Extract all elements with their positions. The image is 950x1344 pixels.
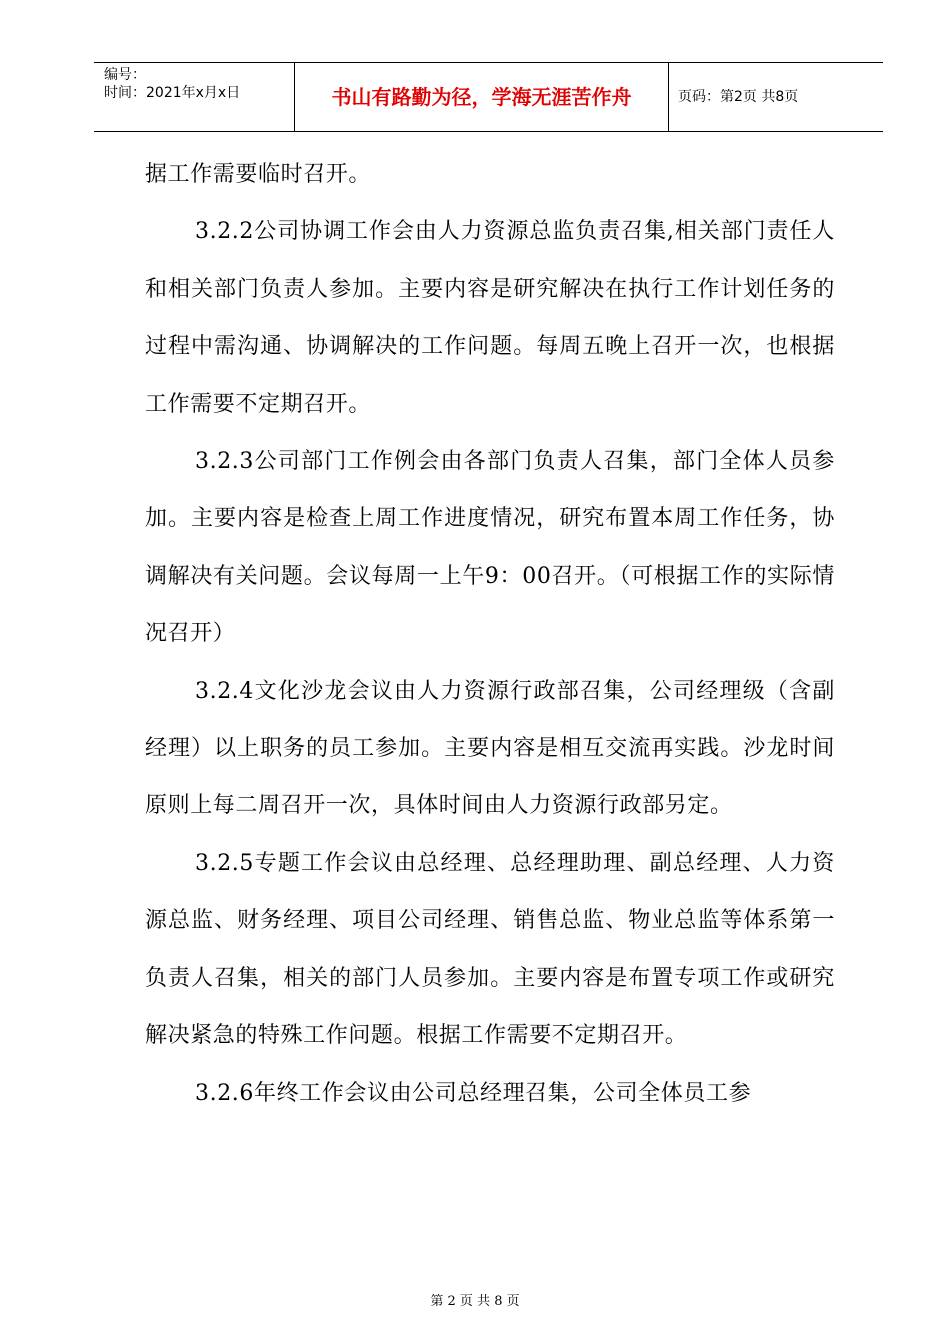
header-page-cell: [668, 63, 883, 131]
header-info-cell: [94, 63, 294, 131]
paragraph-3-2-5: 3.2.5专题工作会议由总经理、总经理助理、副总经理、人力资源总监、财务经理、项目公司经理、销售总监、物业总监等体系第一负责人召集，相关的部门人员参加。主要内容是布置专项工作或研究解决紧急的特殊工作问题。根据工作需要不定期召开。: [145, 850, 835, 1049]
header-motto: 书山有路勤为径，学海无涯苦作舟: [331, 85, 632, 109]
paragraph-3-2-4: 3.2.4文化沙龙会议由人力资源行政部召集，公司经理级（含副经理）以上职务的员工参加。主要内容是相互交流再实践。沙龙时间原则上每二周召开一次，具体时间由人力资源行政部另定。: [145, 678, 835, 819]
paragraph-3-2-2: 3.2.2公司协调工作会由人力资源总监负责召集,相关部门责任人和相关部门负责人参加。主要内容是研究解决在执行工作计划任务的过程中需沟通、协调解决的工作问题。每周五晚上召开一次，也根据工作需要不定期召开。: [145, 219, 835, 417]
page-footer: 第 2 页 共 8 页: [430, 1294, 520, 1309]
page-header: [94, 62, 883, 132]
paragraph-continuation: 据工作需要临时召开。: [145, 162, 372, 187]
document-body: [145, 146, 835, 1122]
paragraph-3-2-6: 3.2.6年终工作会议由公司总经理召集，公司全体员工参: [195, 1080, 752, 1106]
document-number-label: 编号：: [104, 67, 146, 83]
header-page-code: 页码：第2页 共8页: [678, 89, 799, 105]
paragraph-3-2-3: 3.2.3公司部门工作例会由各部门负责人召集，部门全体人员参加。主要内容是检查上周工作进度情况，研究布置本周工作任务，协调解决有关问题。会议每周一上午9：00召开。（可根据工作的实际情况召开）: [145, 449, 835, 647]
header-motto-cell: [294, 63, 669, 131]
document-time-label: 时间：2021年x月x日: [104, 85, 241, 101]
